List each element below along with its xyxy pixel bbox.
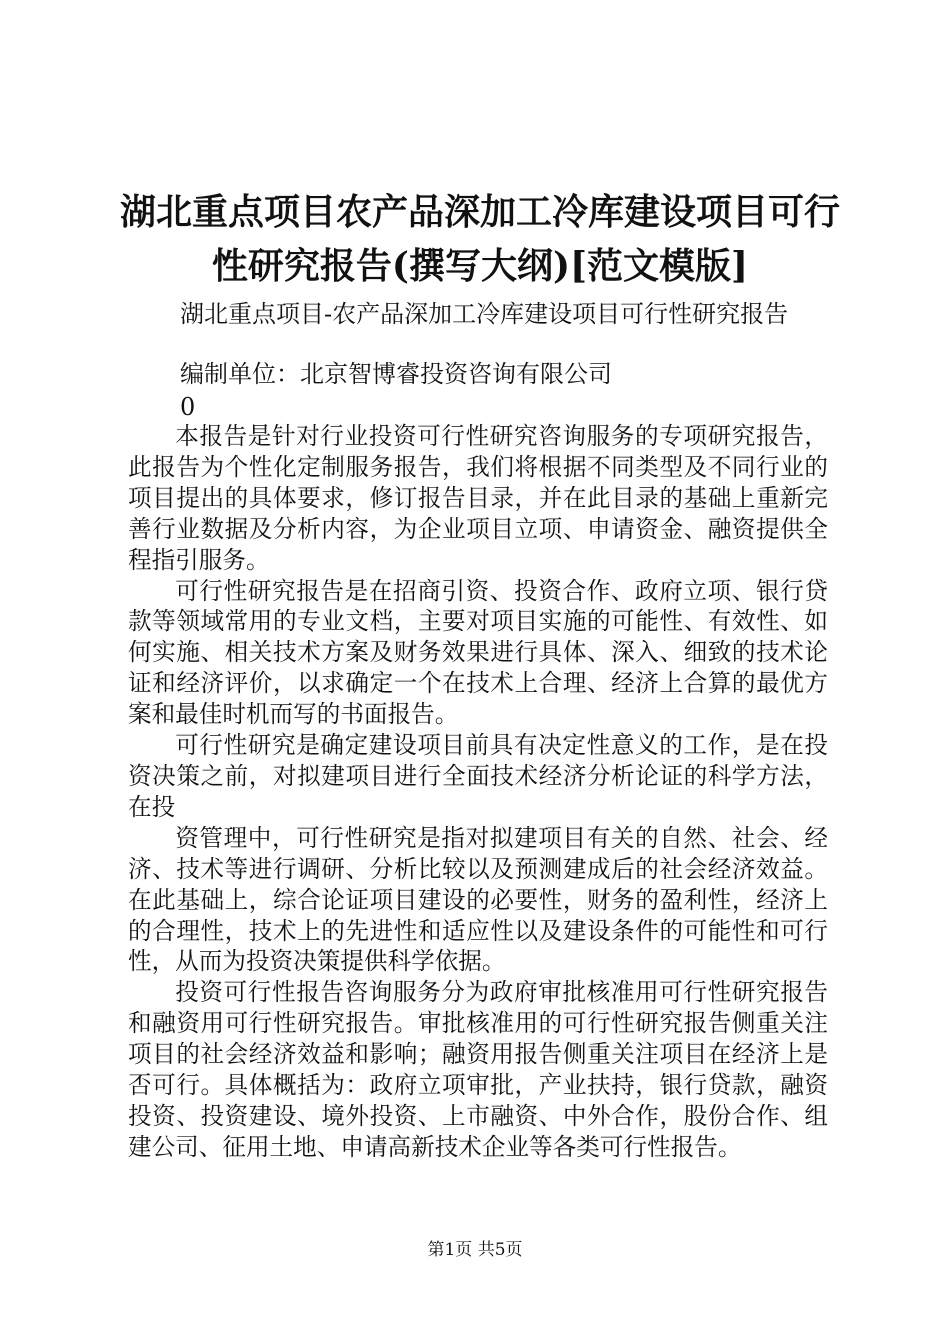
paragraph: 可行性研究是确定建设项目前具有决定性意义的工作，是在投资决策之前，对拟建项目进行全面技术经济分析论证的科学方法，在投: [128, 731, 828, 821]
document-subtitle: 湖北重点项目-农产品深加工冷库建设项目可行性研究报告: [180, 300, 789, 328]
paragraph: 可行性研究报告是在招商引资、投资合作、政府立项、银行贷款等领域常用的专业文档，主要对项目实施的可能性、有效性、如何实施、相关技术方案及财务效果进行具体、深入、细致的技术论证和经济评价，以求确定一个在技术上合理、经济上合算的最优方案和最佳时机而写的书面报告。: [128, 576, 828, 729]
paragraph: 投资可行性报告咨询服务分为政府审批核准用可行性研究报告和融资用可行性研究报告。审批核准用的可行性研究报告侧重关注项目的社会经济效益和影响；融资用报告侧重关注项目在经济上是否可行。具体概括为：政府立项审批，产业扶持，银行贷款，融资投资、投资建设、境外投资、上市融资、中外合作，股份合作、组建公司、征用土地、申请高新技术企业等各类可行性报告。: [128, 978, 828, 1161]
document-title: [120, 185, 840, 293]
title-line-2: 性研究报告(撰写大纲)[范文模版]: [211, 245, 749, 287]
page-footer: 第1页 共5页: [427, 1240, 523, 1260]
zero-line: 0: [180, 393, 196, 421]
compiler-line: 编制单位：北京智博睿投资咨询有限公司: [180, 360, 612, 388]
title-line-1: 湖北重点项目农产品深加工冷库建设项目可行: [120, 191, 841, 233]
document-body: [128, 421, 828, 1163]
paragraph: 本报告是针对行业投资可行性研究咨询服务的专项研究报告，此报告为个性化定制服务报告，我们将根据不同类型及不同行业的项目提出的具体要求，修订报告目录，并在此目录的基础上重新完善行业数据及分析内容，为企业项目立项、申请资金、融资提供全程指引服务。: [128, 422, 828, 574]
paragraph: 资管理中，可行性研究是指对拟建项目有关的自然、社会、经济、技术等进行调研、分析比较以及预测建成后的社会经济效益。在此基础上，综合论证项目建设的必要性，财务的盈利性，经济上的合理性，技术上的先进性和适应性以及建设条件的可能性和可行性，从而为投资决策提供科学依据。: [128, 823, 828, 976]
